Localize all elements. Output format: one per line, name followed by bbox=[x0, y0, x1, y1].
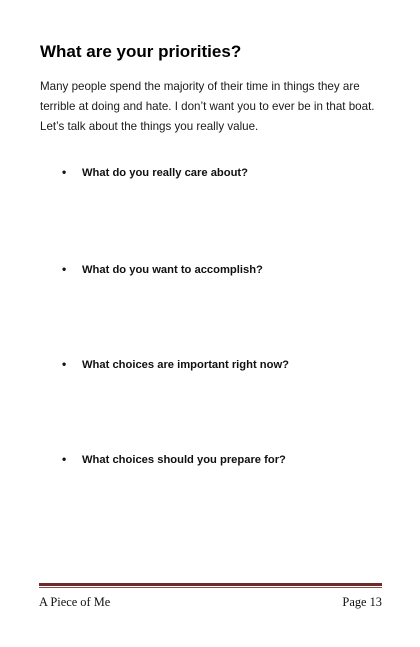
question-item bbox=[62, 261, 263, 278]
footer-rule-thin bbox=[39, 587, 382, 588]
bullet-icon: • bbox=[62, 262, 67, 276]
bullet-icon: • bbox=[62, 165, 67, 179]
question-item bbox=[62, 164, 248, 181]
page-heading: What are your priorities? bbox=[40, 42, 242, 61]
footer-title: A Piece of Me bbox=[39, 595, 111, 609]
footer-rule bbox=[39, 583, 382, 586]
intro-paragraph: Many people spend the majority of their time in things they are terrible at doing and hate. I don’t want you to ever be in that boat. Let’s talk about the things you really value. bbox=[40, 80, 375, 133]
question-text: What do you want to accomplish? bbox=[82, 264, 263, 276]
question-item bbox=[62, 356, 289, 373]
question-item bbox=[62, 451, 286, 468]
bullet-icon: • bbox=[62, 452, 67, 466]
question-text: What do you really care about? bbox=[82, 167, 248, 179]
bullet-icon: • bbox=[62, 357, 67, 371]
question-text: What choices are important right now? bbox=[82, 359, 289, 371]
question-text: What choices should you prepare for? bbox=[82, 454, 286, 466]
page-number: Page 13 bbox=[342, 595, 382, 609]
